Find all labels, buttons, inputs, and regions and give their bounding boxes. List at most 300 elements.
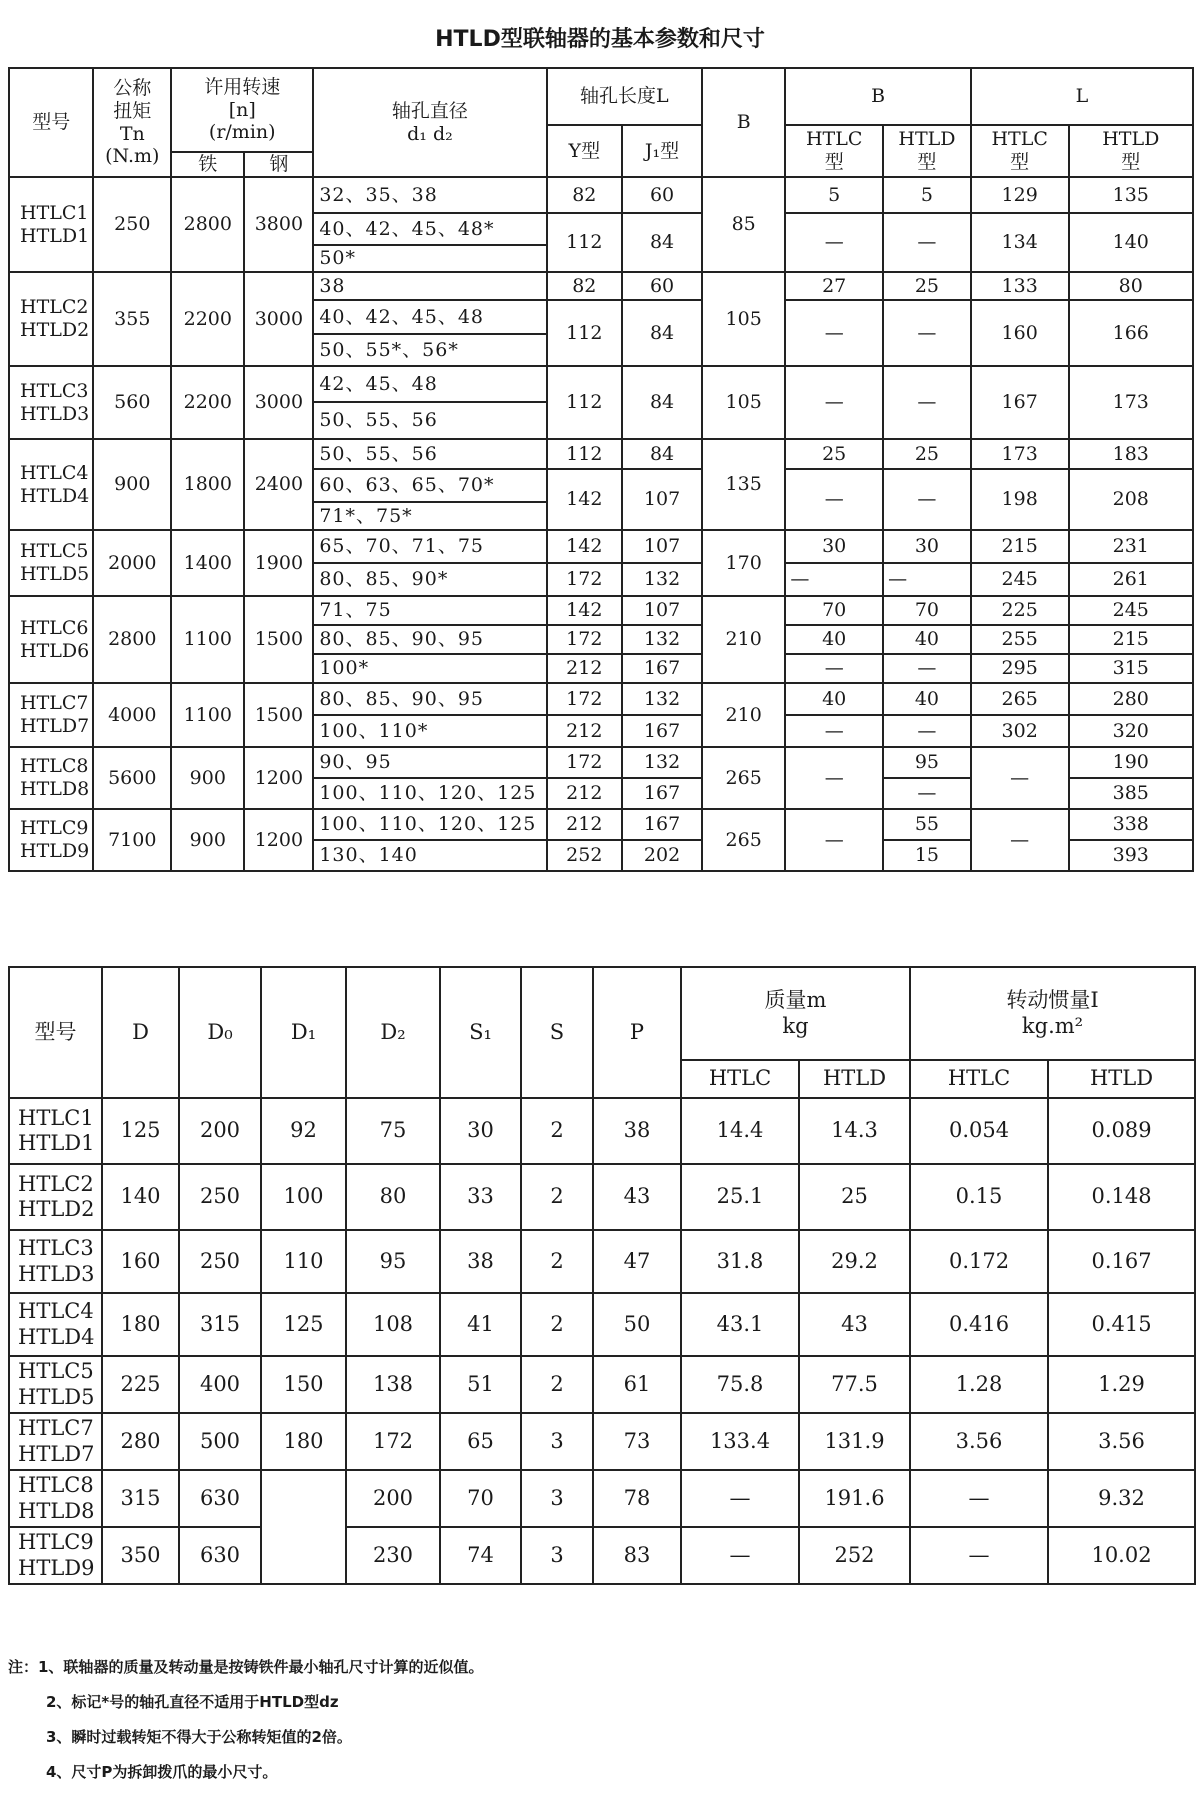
header-s1: S₁ <box>440 967 521 1098</box>
mass-htld-cell: 77.5 <box>799 1356 910 1413</box>
b-htlc-cell: — <box>785 809 883 871</box>
torque-cell: 560 <box>93 366 171 439</box>
d0-cell: 630 <box>179 1527 261 1584</box>
j1-length-cell: 84 <box>622 439 702 469</box>
d0-cell: 250 <box>179 1230 261 1293</box>
s1-cell: 30 <box>440 1098 521 1164</box>
d1-cell <box>261 1470 346 1584</box>
inertia-htlc-cell: 0.054 <box>910 1098 1048 1164</box>
j1-length-cell: 132 <box>622 683 702 715</box>
j1-length-cell: 60 <box>622 177 702 213</box>
note-item: 4、尺寸P为拆卸拨爪的最小尺寸。 <box>46 1763 278 1781</box>
steel-speed-cell: 2400 <box>244 439 313 530</box>
s-cell: 3 <box>521 1413 593 1470</box>
note-item: 注：1、联轴器的质量及转动量是按铸铁件最小轴孔尺寸计算的近似值。 <box>8 1658 484 1676</box>
b-htld-cell: — <box>883 469 971 530</box>
l-htlc-cell: 255 <box>971 625 1069 654</box>
mass-htld-cell: 43 <box>799 1293 910 1356</box>
header-l-group: L <box>971 68 1193 125</box>
y-length-cell: 112 <box>547 366 623 439</box>
header-l-htld: HTLD 型 <box>1069 125 1193 177</box>
l-htld-cell: 338 <box>1069 809 1193 840</box>
p-cell: 43 <box>593 1164 681 1230</box>
table-row <box>9 1356 1195 1413</box>
steel-speed-cell: 3800 <box>244 177 313 272</box>
l-htld-cell: 315 <box>1069 654 1193 683</box>
y-length-cell: 112 <box>547 439 623 469</box>
torque-cell: 7100 <box>93 809 171 871</box>
mass-htlc-cell: — <box>681 1470 799 1527</box>
model-cell: HTLC9 HTLD9 <box>9 809 93 871</box>
l-htlc-cell: 134 <box>971 213 1069 272</box>
header-inertia-htld: HTLD <box>1048 1060 1195 1098</box>
torque-cell: 5600 <box>93 747 171 809</box>
l-htlc-cell: 265 <box>971 683 1069 715</box>
steel-speed-cell: 1500 <box>244 596 313 683</box>
model-cell: HTLC3 HTLD3 <box>9 1230 102 1293</box>
j1-length-cell: 167 <box>622 778 702 809</box>
header-mass: 质量m kg <box>681 967 910 1060</box>
steel-speed-cell: 1500 <box>244 683 313 747</box>
d0-cell: 200 <box>179 1098 261 1164</box>
b-htlc-cell: — <box>785 469 883 530</box>
model-cell: HTLC9 HTLD9 <box>9 1527 102 1584</box>
bore-diameter-cell: 65、70、71、75 <box>313 530 546 563</box>
iron-speed-cell: 1100 <box>171 683 244 747</box>
model-cell: HTLC1 HTLD1 <box>9 177 93 272</box>
inertia-htld-cell: 0.089 <box>1048 1098 1195 1164</box>
l-htld-cell: 215 <box>1069 625 1193 654</box>
b-htld-cell: — <box>883 715 971 747</box>
y-length-cell: 212 <box>547 715 623 747</box>
iron-speed-cell: 900 <box>171 809 244 871</box>
header-d0: D₀ <box>179 967 261 1098</box>
l-htld-cell: 385 <box>1069 778 1193 809</box>
l-htld-cell: 140 <box>1069 213 1193 272</box>
p-cell: 47 <box>593 1230 681 1293</box>
model-cell: HTLC8 HTLD8 <box>9 747 93 809</box>
d0-cell: 500 <box>179 1413 261 1470</box>
s-cell: 2 <box>521 1230 593 1293</box>
header-d1: D₁ <box>261 967 346 1098</box>
header-inertia-htlc: HTLC <box>910 1060 1048 1098</box>
b-htld-cell: — <box>883 366 971 439</box>
l-htlc-cell: 302 <box>971 715 1069 747</box>
page-title: HTLD型联轴器的基本参数和尺寸 <box>435 27 765 52</box>
d2-cell: 95 <box>346 1230 440 1293</box>
j1-length-cell: 132 <box>622 625 702 654</box>
j1-length-cell: 60 <box>622 272 702 300</box>
b-cell: 135 <box>702 439 785 530</box>
y-length-cell: 82 <box>547 177 623 213</box>
l-htlc-cell: 225 <box>971 596 1069 625</box>
l-htld-cell: 261 <box>1069 563 1193 596</box>
b-htld-cell: 55 <box>883 809 971 840</box>
bore-diameter-cell: 80、85、90* <box>313 563 546 596</box>
b-htld-cell: — <box>883 563 971 596</box>
dimensions-table <box>8 966 1196 1585</box>
header-bore-diameter: 轴孔直径 d₁ d₂ <box>313 68 546 177</box>
mass-htld-cell: 131.9 <box>799 1413 910 1470</box>
b-cell: 170 <box>702 530 785 596</box>
header-b: B <box>702 68 785 177</box>
p-cell: 61 <box>593 1356 681 1413</box>
b-htlc-cell: — <box>785 715 883 747</box>
b-cell: 210 <box>702 683 785 747</box>
y-length-cell: 172 <box>547 563 623 596</box>
d-cell: 140 <box>102 1164 179 1230</box>
bore-diameter-cell: 71、75 <box>313 596 546 625</box>
model-cell: HTLC8 HTLD8 <box>9 1470 102 1527</box>
table-row <box>9 1230 1195 1293</box>
torque-cell: 2000 <box>93 530 171 596</box>
b-cell: 105 <box>702 272 785 366</box>
p-cell: 78 <box>593 1470 681 1527</box>
l-htlc-cell: — <box>971 809 1069 871</box>
bore-diameter-cell: 32、35、38 <box>313 177 546 213</box>
s-cell: 3 <box>521 1527 593 1584</box>
l-htld-cell: 245 <box>1069 596 1193 625</box>
y-length-cell: 212 <box>547 778 623 809</box>
p-cell: 83 <box>593 1527 681 1584</box>
j1-length-cell: 132 <box>622 563 702 596</box>
b-htld-cell: 40 <box>883 683 971 715</box>
l-htld-cell: 320 <box>1069 715 1193 747</box>
inertia-htld-cell: 0.148 <box>1048 1164 1195 1230</box>
j1-length-cell: 107 <box>622 596 702 625</box>
model-cell: HTLC1 HTLD1 <box>9 1098 102 1164</box>
model-cell: HTLC5 HTLD5 <box>9 530 93 596</box>
y-length-cell: 212 <box>547 654 623 683</box>
bore-diameter-cell: 50、55、56 <box>313 402 546 439</box>
l-htld-cell: 173 <box>1069 366 1193 439</box>
d2-cell: 108 <box>346 1293 440 1356</box>
l-htlc-cell: 129 <box>971 177 1069 213</box>
d0-cell: 250 <box>179 1164 261 1230</box>
b-htld-cell: 95 <box>883 747 971 778</box>
p-cell: 50 <box>593 1293 681 1356</box>
d2-cell: 75 <box>346 1098 440 1164</box>
l-htld-cell: 208 <box>1069 469 1193 530</box>
j1-length-cell: 132 <box>622 747 702 778</box>
mass-htlc-cell: 133.4 <box>681 1413 799 1470</box>
b-htlc-cell: 30 <box>785 530 883 563</box>
j1-length-cell: 84 <box>622 213 702 272</box>
j1-length-cell: 84 <box>622 300 702 366</box>
s-cell: 2 <box>521 1098 593 1164</box>
note-item: 3、瞬时过载转矩不得大于公称转矩值的2倍。 <box>46 1728 352 1746</box>
iron-speed-cell: 900 <box>171 747 244 809</box>
y-length-cell: 252 <box>547 840 623 871</box>
header-b-htld: HTLD 型 <box>883 125 971 177</box>
l-htlc-cell: 215 <box>971 530 1069 563</box>
steel-speed-cell: 1900 <box>244 530 313 596</box>
header-steel: 钢 <box>244 152 313 177</box>
b-htlc-cell: — <box>785 300 883 366</box>
b-cell: 265 <box>702 747 785 809</box>
y-length-cell: 142 <box>547 596 623 625</box>
model-cell: HTLC2 HTLD2 <box>9 272 93 366</box>
bore-diameter-cell: 42、45、48 <box>313 366 546 402</box>
s1-cell: 41 <box>440 1293 521 1356</box>
d-cell: 280 <box>102 1413 179 1470</box>
b-htld-cell: 70 <box>883 596 971 625</box>
d1-cell: 150 <box>261 1356 346 1413</box>
header-iron: 铁 <box>171 152 244 177</box>
iron-speed-cell: 2200 <box>171 366 244 439</box>
b-htlc-cell: 25 <box>785 439 883 469</box>
s1-cell: 74 <box>440 1527 521 1584</box>
bore-diameter-cell: 80、85、90、95 <box>313 683 546 715</box>
iron-speed-cell: 1100 <box>171 596 244 683</box>
l-htlc-cell: 245 <box>971 563 1069 596</box>
bore-diameter-cell: 100、110、120、125 <box>313 778 546 809</box>
j1-length-cell: 167 <box>622 715 702 747</box>
p-cell: 73 <box>593 1413 681 1470</box>
header-j1-type: J₁型 <box>622 125 702 177</box>
b-htld-cell: 5 <box>883 177 971 213</box>
y-length-cell: 142 <box>547 530 623 563</box>
inertia-htlc-cell: — <box>910 1527 1048 1584</box>
d0-cell: 630 <box>179 1470 261 1527</box>
s-cell: 3 <box>521 1470 593 1527</box>
steel-speed-cell: 1200 <box>244 747 313 809</box>
mass-htld-cell: 29.2 <box>799 1230 910 1293</box>
torque-cell: 2800 <box>93 596 171 683</box>
b-htlc-cell: — <box>785 213 883 272</box>
j1-length-cell: 84 <box>622 366 702 439</box>
bore-diameter-cell: 100、110、120、125 <box>313 809 546 840</box>
b-htlc-cell: 40 <box>785 625 883 654</box>
b-htlc-cell: — <box>785 563 883 596</box>
d2-cell: 80 <box>346 1164 440 1230</box>
bore-diameter-cell: 130、140 <box>313 840 546 871</box>
header-y-type: Y型 <box>547 125 623 177</box>
table-row <box>9 1098 1195 1164</box>
l-htlc-cell: 133 <box>971 272 1069 300</box>
l-htlc-cell: 167 <box>971 366 1069 439</box>
header-mass-htlc: HTLC <box>681 1060 799 1098</box>
j1-length-cell: 167 <box>622 809 702 840</box>
table-row <box>9 1527 1195 1584</box>
torque-cell: 4000 <box>93 683 171 747</box>
l-htld-cell: 393 <box>1069 840 1193 871</box>
header-model: 型号 <box>9 68 93 177</box>
b-htld-cell: 40 <box>883 625 971 654</box>
bore-diameter-cell: 40、42、45、48 <box>313 300 546 334</box>
model-cell: HTLC6 HTLD6 <box>9 596 93 683</box>
d2-cell: 200 <box>346 1470 440 1527</box>
header-l-htlc: HTLC 型 <box>971 125 1069 177</box>
b-htld-cell: 25 <box>883 272 971 300</box>
b-htlc-cell: 27 <box>785 272 883 300</box>
j1-length-cell: 202 <box>622 840 702 871</box>
b-htlc-cell: — <box>785 654 883 683</box>
header-d2: D₂ <box>346 967 440 1098</box>
b-htld-cell: 30 <box>883 530 971 563</box>
d1-cell: 100 <box>261 1164 346 1230</box>
table-row <box>9 1293 1195 1356</box>
iron-speed-cell: 2200 <box>171 272 244 366</box>
inertia-htld-cell: 0.167 <box>1048 1230 1195 1293</box>
b-cell: 85 <box>702 177 785 272</box>
bore-diameter-cell: 50、55、56 <box>313 439 546 469</box>
header-bore-length: 轴孔长度L <box>547 68 702 125</box>
header-speed: 许用转速 [n] (r/min) <box>171 68 313 152</box>
b-cell: 265 <box>702 809 785 871</box>
s1-cell: 33 <box>440 1164 521 1230</box>
l-htld-cell: 183 <box>1069 439 1193 469</box>
s-cell: 2 <box>521 1164 593 1230</box>
model-cell: HTLC7 HTLD7 <box>9 683 93 747</box>
mass-htlc-cell: 43.1 <box>681 1293 799 1356</box>
b-htld-cell: — <box>883 778 971 809</box>
y-length-cell: 112 <box>547 213 623 272</box>
bore-diameter-cell: 38 <box>313 272 546 300</box>
mass-htld-cell: 252 <box>799 1527 910 1584</box>
d1-cell: 110 <box>261 1230 346 1293</box>
l-htld-cell: 190 <box>1069 747 1193 778</box>
torque-cell: 355 <box>93 272 171 366</box>
mass-htlc-cell: 75.8 <box>681 1356 799 1413</box>
header-inertia: 转动惯量I kg.m² <box>910 967 1195 1060</box>
b-htld-cell: — <box>883 213 971 272</box>
model-cell: HTLC3 HTLD3 <box>9 366 93 439</box>
l-htld-cell: 231 <box>1069 530 1193 563</box>
bore-diameter-cell: 50* <box>313 245 546 272</box>
j1-length-cell: 167 <box>622 654 702 683</box>
bore-diameter-cell: 80、85、90、95 <box>313 625 546 654</box>
header-mass-htld: HTLD <box>799 1060 910 1098</box>
d-cell: 160 <box>102 1230 179 1293</box>
iron-speed-cell: 2800 <box>171 177 244 272</box>
mass-htld-cell: 191.6 <box>799 1470 910 1527</box>
model-cell: HTLC4 HTLD4 <box>9 1293 102 1356</box>
p-cell: 38 <box>593 1098 681 1164</box>
model-cell: HTLC2 HTLD2 <box>9 1164 102 1230</box>
iron-speed-cell: 1400 <box>171 530 244 596</box>
d2-cell: 230 <box>346 1527 440 1584</box>
inertia-htlc-cell: 0.15 <box>910 1164 1048 1230</box>
b-htlc-cell: — <box>785 366 883 439</box>
s1-cell: 70 <box>440 1470 521 1527</box>
s1-cell: 38 <box>440 1230 521 1293</box>
bore-diameter-cell: 71*、75* <box>313 502 546 530</box>
bore-diameter-cell: 100* <box>313 654 546 683</box>
steel-speed-cell: 1200 <box>244 809 313 871</box>
b-htlc-cell: — <box>785 747 883 809</box>
l-htlc-cell: 198 <box>971 469 1069 530</box>
header-b-group: B <box>785 68 970 125</box>
l-htlc-cell: — <box>971 747 1069 809</box>
b-cell: 210 <box>702 596 785 683</box>
d1-cell: 180 <box>261 1413 346 1470</box>
j1-length-cell: 107 <box>622 530 702 563</box>
header-torque: 公称 扭矩 Tn (N.m) <box>93 68 171 177</box>
s-cell: 2 <box>521 1293 593 1356</box>
inertia-htld-cell: 3.56 <box>1048 1413 1195 1470</box>
d2-cell: 138 <box>346 1356 440 1413</box>
y-length-cell: 172 <box>547 683 623 715</box>
torque-cell: 900 <box>93 439 171 530</box>
table-row <box>9 1470 1195 1527</box>
d0-cell: 315 <box>179 1293 261 1356</box>
torque-cell: 250 <box>93 177 171 272</box>
d-cell: 225 <box>102 1356 179 1413</box>
d-cell: 350 <box>102 1527 179 1584</box>
model-cell: HTLC5 HTLD5 <box>9 1356 102 1413</box>
header-s: S <box>521 967 593 1098</box>
b-htlc-cell: 70 <box>785 596 883 625</box>
inertia-htld-cell: 10.02 <box>1048 1527 1195 1584</box>
header-d: D <box>102 967 179 1098</box>
s1-cell: 51 <box>440 1356 521 1413</box>
bore-diameter-cell: 100、110* <box>313 715 546 747</box>
y-length-cell: 82 <box>547 272 623 300</box>
model-cell: HTLC4 HTLD4 <box>9 439 93 530</box>
l-htlc-cell: 173 <box>971 439 1069 469</box>
inertia-htlc-cell: — <box>910 1470 1048 1527</box>
d1-cell: 92 <box>261 1098 346 1164</box>
s-cell: 2 <box>521 1356 593 1413</box>
header-b-htlc: HTLC 型 <box>785 125 883 177</box>
bore-diameter-cell: 60、63、65、70* <box>313 469 546 502</box>
bore-diameter-cell: 90、95 <box>313 747 546 778</box>
b-htld-cell: 15 <box>883 840 971 871</box>
steel-speed-cell: 3000 <box>244 366 313 439</box>
l-htld-cell: 135 <box>1069 177 1193 213</box>
mass-htld-cell: 25 <box>799 1164 910 1230</box>
iron-speed-cell: 1800 <box>171 439 244 530</box>
steel-speed-cell: 3000 <box>244 272 313 366</box>
y-length-cell: 142 <box>547 469 623 530</box>
b-cell: 105 <box>702 366 785 439</box>
l-htlc-cell: 160 <box>971 300 1069 366</box>
d1-cell: 125 <box>261 1293 346 1356</box>
inertia-htld-cell: 0.415 <box>1048 1293 1195 1356</box>
mass-htlc-cell: — <box>681 1527 799 1584</box>
y-length-cell: 172 <box>547 625 623 654</box>
l-htld-cell: 166 <box>1069 300 1193 366</box>
d-cell: 125 <box>102 1098 179 1164</box>
b-htlc-cell: 5 <box>785 177 883 213</box>
bore-diameter-cell: 40、42、45、48* <box>313 213 546 245</box>
s1-cell: 65 <box>440 1413 521 1470</box>
table-row <box>9 1164 1195 1230</box>
bore-diameter-cell: 50、55*、56* <box>313 334 546 366</box>
b-htld-cell: — <box>883 654 971 683</box>
inertia-htld-cell: 9.32 <box>1048 1470 1195 1527</box>
header-model: 型号 <box>9 967 102 1098</box>
y-length-cell: 112 <box>547 300 623 366</box>
inertia-htld-cell: 1.29 <box>1048 1356 1195 1413</box>
inertia-htlc-cell: 0.172 <box>910 1230 1048 1293</box>
mass-htlc-cell: 25.1 <box>681 1164 799 1230</box>
notes <box>8 1650 483 1790</box>
note-item: 2、标记*号的轴孔直径不适用于HTLD型dz <box>46 1693 339 1711</box>
d0-cell: 400 <box>179 1356 261 1413</box>
d-cell: 315 <box>102 1470 179 1527</box>
mass-htlc-cell: 31.8 <box>681 1230 799 1293</box>
b-htld-cell: — <box>883 300 971 366</box>
b-htlc-cell: 40 <box>785 683 883 715</box>
l-htld-cell: 80 <box>1069 272 1193 300</box>
inertia-htlc-cell: 3.56 <box>910 1413 1048 1470</box>
b-htld-cell: 25 <box>883 439 971 469</box>
mass-htld-cell: 14.3 <box>799 1098 910 1164</box>
parameters-table <box>8 67 1194 872</box>
d-cell: 180 <box>102 1293 179 1356</box>
